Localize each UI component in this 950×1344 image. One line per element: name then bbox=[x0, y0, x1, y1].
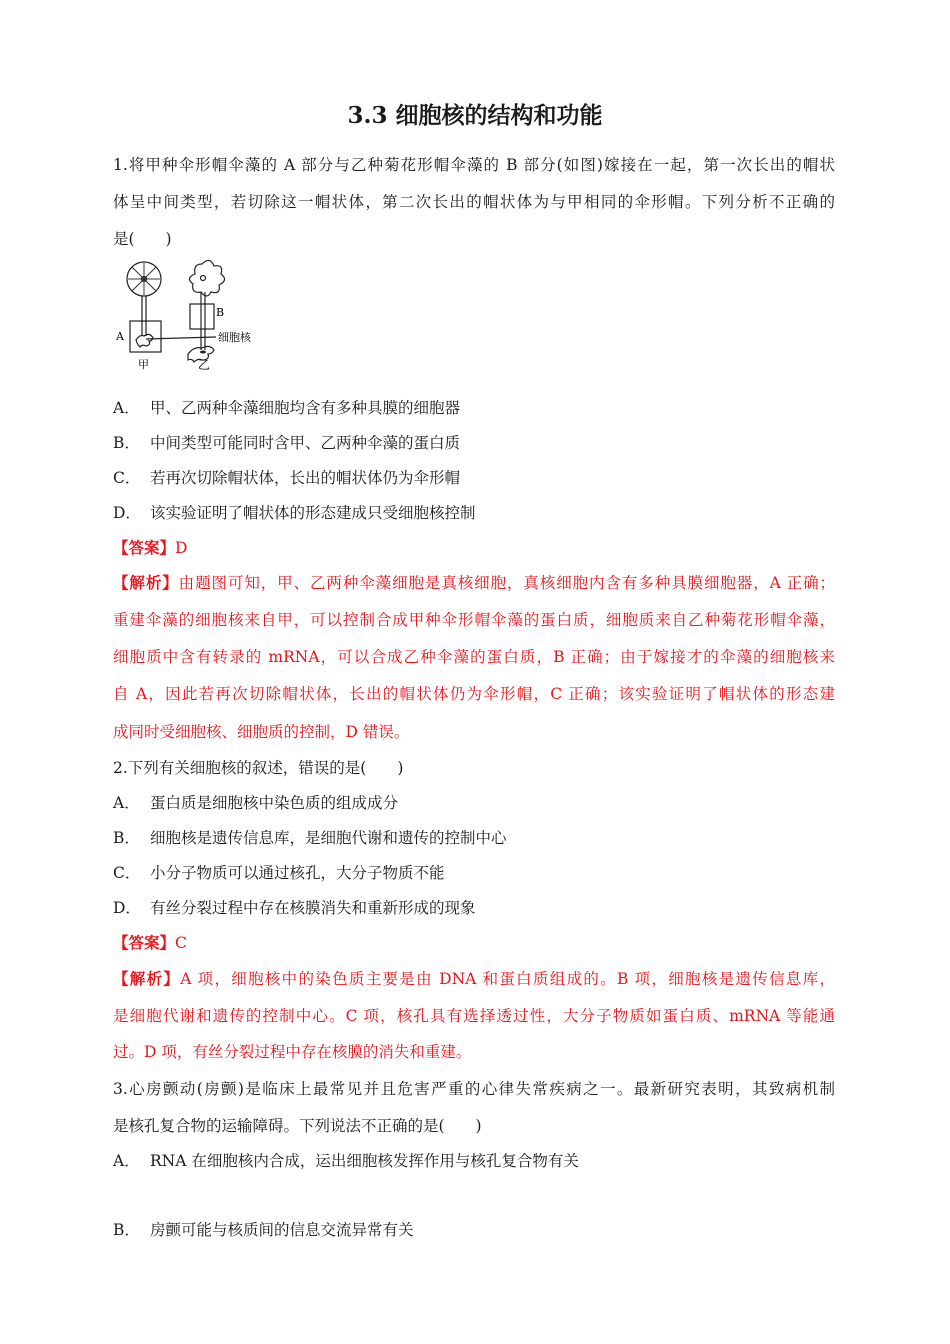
q2-analysis-line: 过。D 项，有丝分裂过程中存在核膜的消失和重建。 bbox=[113, 1043, 472, 1061]
q1-option-c: C． 若再次切除帽状体，长出的帽状体仍为伞形帽 bbox=[113, 469, 461, 487]
q2-stem: 2.下列有关细胞核的叙述，错误的是( ) bbox=[113, 759, 404, 777]
acetabularia-grafting-figure bbox=[112, 256, 262, 374]
label-b: B bbox=[216, 306, 225, 319]
q3-option-a: A． RNA 在细胞核内合成，运出细胞核发挥作用与核孔复合物有关 bbox=[113, 1152, 579, 1170]
q1-stem-line: 是( ) bbox=[113, 230, 172, 248]
q1-answer: 【答案】D bbox=[113, 538, 188, 557]
q2-analysis-line: 是细胞代谢和遗传的控制中心。C 项，核孔具有选择透过性，大分子物质如蛋白质、mRNA 等能通 bbox=[113, 1007, 835, 1025]
q2-option-a: A． 蛋白质是细胞核中染色质的组成成分 bbox=[113, 794, 399, 812]
label-jia: 甲 bbox=[138, 358, 149, 371]
q3-stem-line: 是核孔复合物的运输障碍。下列说法不正确的是( ) bbox=[113, 1117, 482, 1135]
q1-analysis-line: 成同时受细胞核、细胞质的控制，D 错误。 bbox=[113, 723, 410, 741]
q1-option-a: A． 甲、乙两种伞藻细胞均含有多种具膜的细胞器 bbox=[113, 399, 461, 417]
page-title: 3.3 细胞核的结构和功能 bbox=[347, 102, 603, 129]
q1-stem-line: 体呈中间类型，若切除这一帽状体，第二次长出的帽状体为与甲相同的伞形帽。下列分析不正确的 bbox=[113, 193, 835, 211]
q2-answer: 【答案】C bbox=[113, 933, 187, 952]
q2-analysis-line: 【解析】A 项，细胞核中的染色质主要是由 DNA 和蛋白质组成的。B 项，细胞核是遗传信息库， bbox=[113, 969, 835, 988]
q2-option-b: B． 细胞核是遗传信息库，是细胞代谢和遗传的控制中心 bbox=[113, 829, 507, 847]
label-yi: 乙 bbox=[198, 358, 211, 372]
q2-option-d: D． 有丝分裂过程中存在核膜消失和重新形成的现象 bbox=[113, 899, 476, 917]
q1-option-d: D． 该实验证明了帽状体的形态建成只受细胞核控制 bbox=[113, 504, 476, 522]
q1-option-b: B． 中间类型可能同时含甲、乙两种伞藻的蛋白质 bbox=[113, 434, 461, 452]
q1-stem-line: 1.将甲种伞形帽伞藻的 A 部分与乙种菊花形帽伞藻的 B 部分(如图)嫁接在一起，第一次长出的帽状 bbox=[113, 156, 835, 174]
q1-analysis-line: 重建伞藻的细胞核来自甲，可以控制合成甲种伞形帽伞藻的蛋白质，细胞质来自乙种菊花形帽伞藻， bbox=[113, 611, 835, 629]
label-a: A bbox=[116, 330, 124, 343]
q1-analysis-line: 细胞质中含有转录的 mRNA，可以合成乙种伞藻的蛋白质，B 正确；由于嫁接才的伞藻的细胞核来 bbox=[113, 648, 835, 666]
label-nucleus: 细胞核 bbox=[218, 331, 251, 344]
q1-analysis-line: 【解析】由题图可知，甲、乙两种伞藻细胞是真核细胞，真核细胞内含有多种具膜细胞器，A 正确； bbox=[113, 573, 835, 592]
q2-option-c: C． 小分子物质可以通过核孔，大分子物质不能 bbox=[113, 864, 445, 882]
q3-stem-line: 3.心房颤动(房颤)是临床上最常见并且危害严重的心律失常疾病之一。最新研究表明，其致病机制 bbox=[113, 1080, 835, 1098]
q1-analysis-line: 自 A，因此若再次切除帽状体，长出的帽状体仍为伞形帽，C 正确；该实验证明了帽状体的形态建 bbox=[113, 685, 835, 703]
q3-option-b: B． 房颤可能与核质间的信息交流异常有关 bbox=[113, 1221, 414, 1239]
